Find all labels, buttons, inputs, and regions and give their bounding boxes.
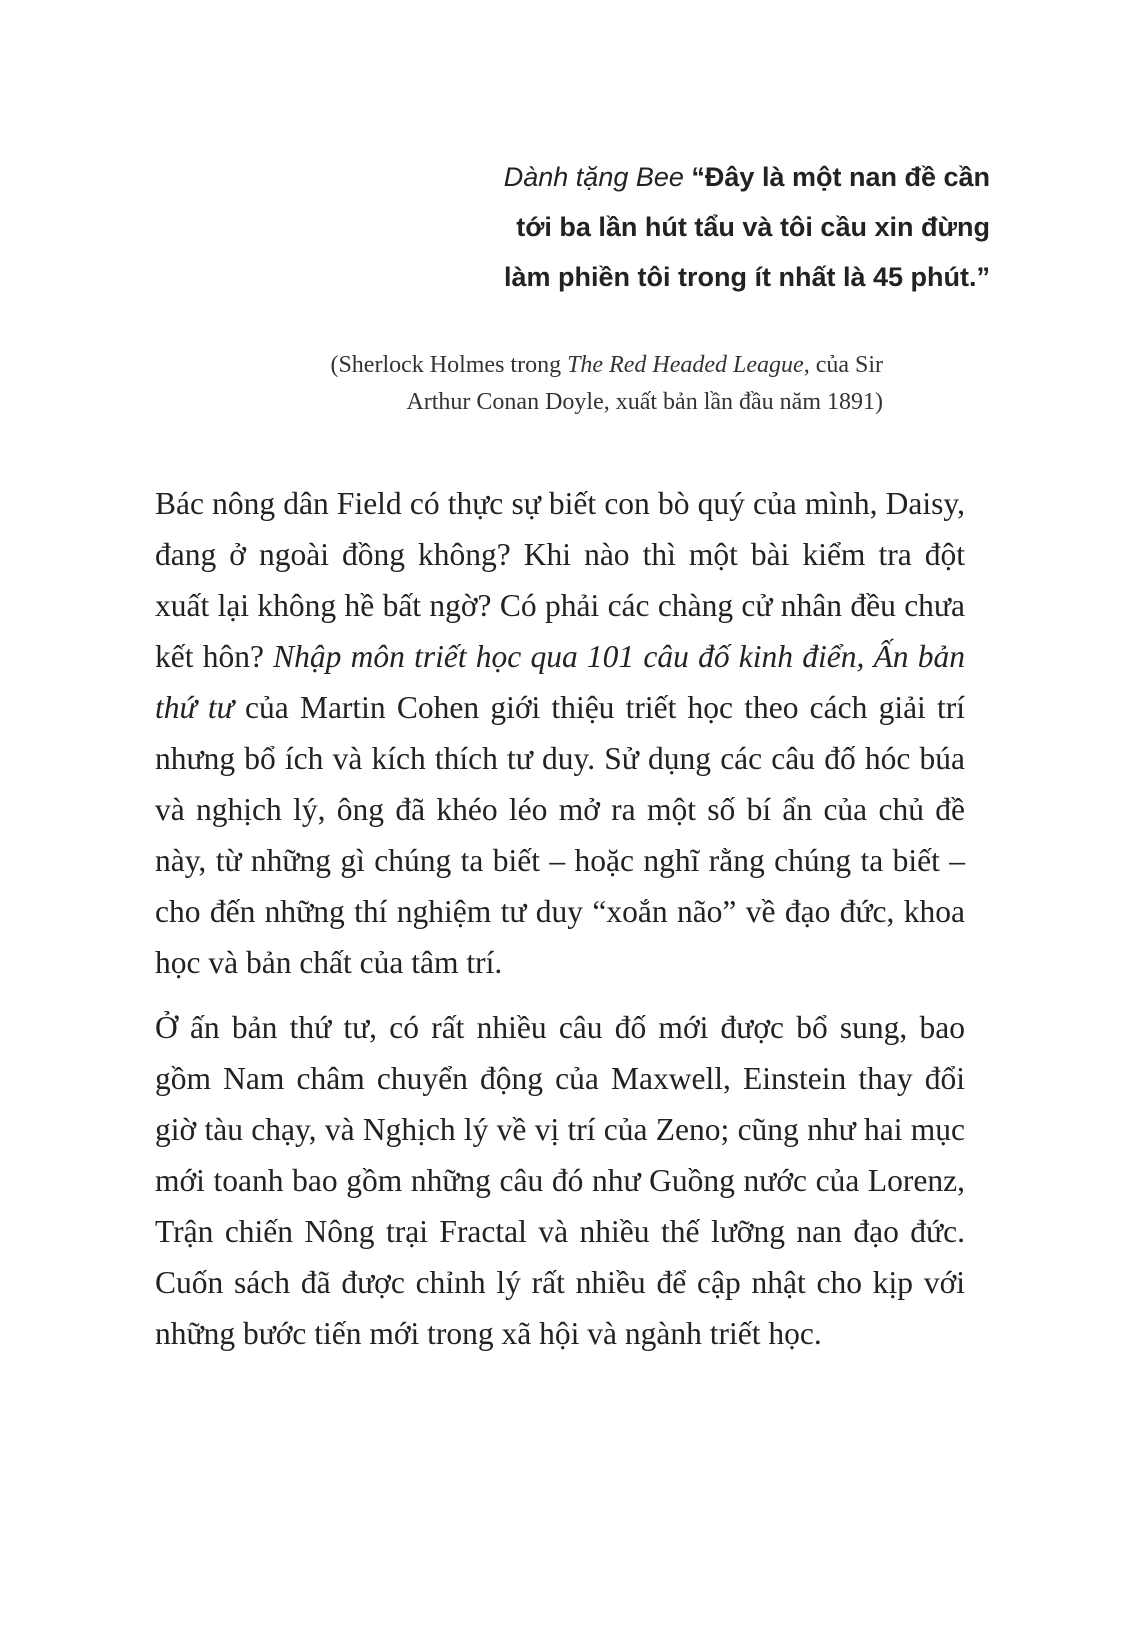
- attribution-suffix: , của Sir Arthur Conan Doyle, xuất bản lần đầu năm 1891): [406, 352, 883, 415]
- paragraph-1: [155, 478, 965, 988]
- epigraph: [470, 152, 990, 302]
- dedication: Dành tặng Bee: [503, 162, 684, 192]
- epigraph-attribution: [320, 347, 883, 421]
- paragraph-1-part-2: của Martin Cohen giới thiệu triết học theo cách giải trí nhưng bổ ích và kích thích tư duy. Sử dụng các câu đố hóc búa và nghịch lý, ông đã khéo léo mở ra một số bí ẩn của chủ đề này, từ những gì chúng ta biết – hoặc nghĩ rằng chúng ta biết – cho đến những thí nghiệm tư duy “xoắn não” về đạo đức, khoa học và bản chất của tâm trí.: [155, 690, 965, 980]
- paragraph-1-part-1: Bác nông dân Field có thực sự biết con bò quý của mình, Daisy, đang ở ngoài đồng không? Khi nào thì một bài kiểm tra đột xuất lại không hề bất ngờ? Có phải các chàng cử nhân đều chưa kết hôn?: [155, 486, 965, 674]
- attribution-prefix: (Sherlock Holmes trong: [330, 352, 562, 378]
- paragraph-2: Ở ấn bản thứ tư, có rất nhiều câu đố mới được bổ sung, bao gồm Nam châm chuyển động của Maxwell, Einstein thay đổi giờ tàu chạy, và Nghịch lý về vị trí của Zeno; cũng như hai mục mới toanh bao gồm những câu đó như Guồng nước của Lorenz, Trận chiến Nông trại Fractal và nhiều thế lưỡng nan đạo đức. Cuốn sách đã được chỉnh lý rất nhiều để cập nhật cho kịp với những bước tiến mới trong xã hội và ngành triết học.: [155, 1010, 965, 1351]
- epigraph-quote: “Đây là một nan đề cần tới ba lần hút tẩu và tôi cầu xin đừng làm phiền tôi trong ít nhất là 45 phút.”: [504, 162, 990, 292]
- attribution-work-title: The Red Headed League: [567, 352, 804, 378]
- body-text: [155, 478, 965, 1373]
- book-title: Nhập môn triết học qua 101 câu đố kinh điển, Ấn bản thứ tư: [155, 639, 966, 725]
